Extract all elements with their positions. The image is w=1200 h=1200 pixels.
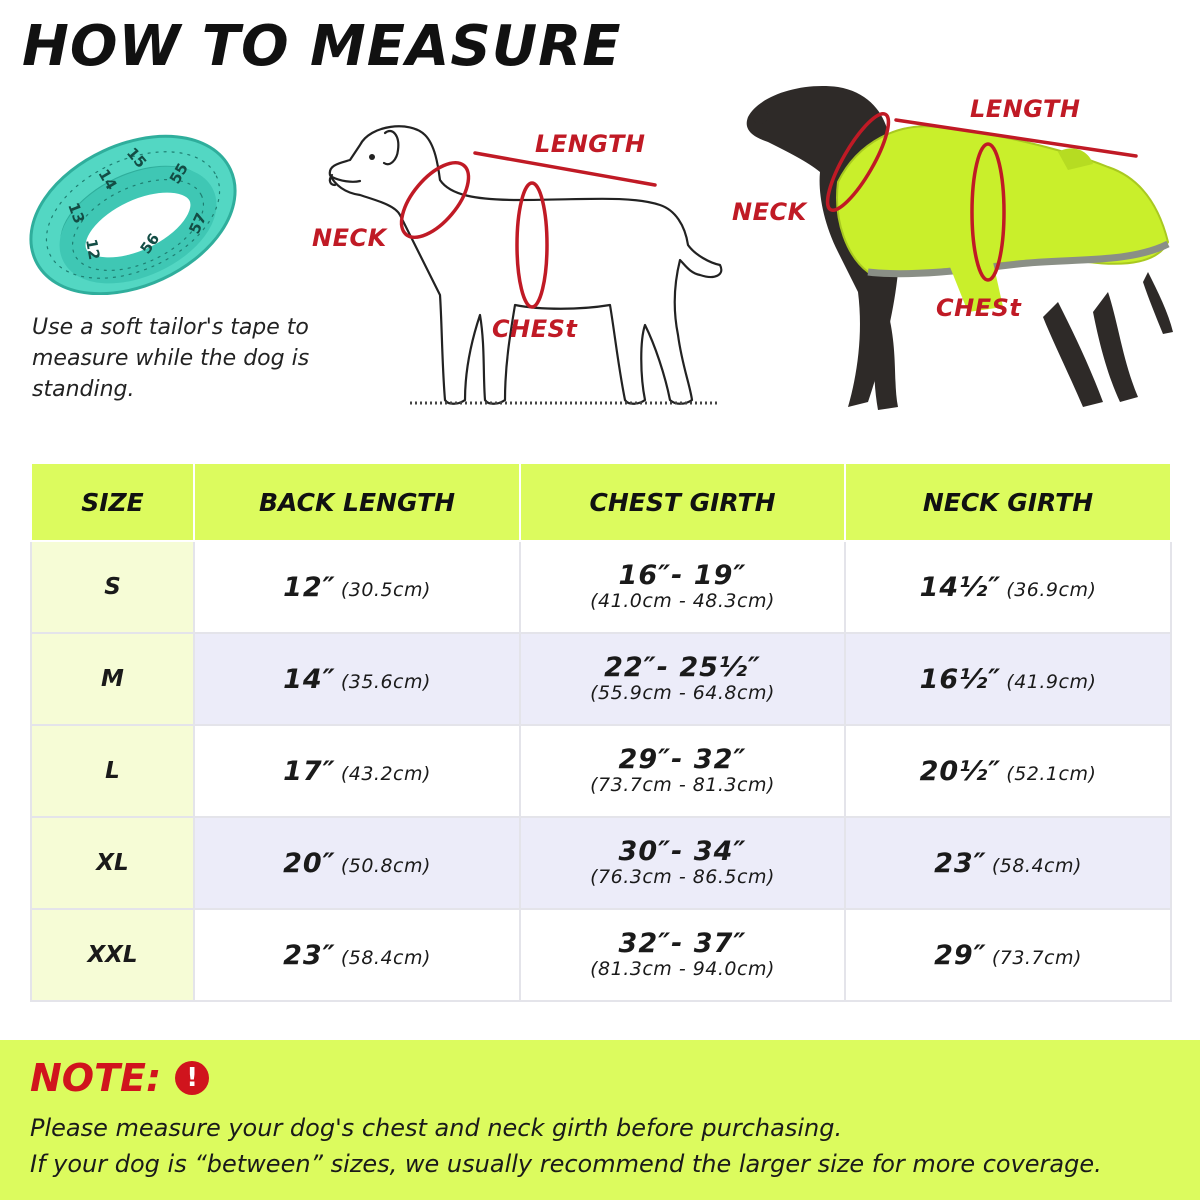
table-row	[31, 817, 1171, 909]
table-row	[31, 541, 1171, 633]
neck-girth-cm: (73.7cm)	[991, 946, 1082, 969]
chest-girth-cell	[520, 633, 845, 725]
tape-number: 12	[82, 237, 104, 262]
header-neck-girth: NECK GIRTH	[845, 463, 1171, 541]
back-length-cm: (58.4cm)	[340, 946, 431, 969]
chest-girth-cm: (76.3cm - 86.5cm)	[590, 866, 775, 888]
neck-girth-cm: (58.4cm)	[991, 854, 1082, 877]
tape-number: 14	[94, 166, 121, 194]
back-length-inches: 12″	[283, 571, 336, 603]
table-row	[31, 909, 1171, 1001]
note-line-1: Please measure your dog's chest and neck girth before purchasing.	[30, 1114, 843, 1142]
neck-girth-cell	[845, 909, 1171, 1001]
chest-girth-inches: 32″- 37″	[618, 928, 747, 959]
neck-girth-cell	[845, 541, 1171, 633]
table-header-row	[31, 463, 1171, 541]
chest-girth-cell	[520, 909, 845, 1001]
note-section	[0, 1040, 1200, 1200]
size-chart-table	[30, 462, 1172, 1002]
neck-girth-cm: (41.9cm)	[1006, 670, 1097, 693]
chest-girth-inches: 30″- 34″	[618, 836, 747, 867]
neck-girth-inches: 20½″	[919, 755, 1002, 787]
back-length-cell	[194, 633, 520, 725]
neck-girth-cm: (36.9cm)	[1006, 578, 1097, 601]
tape-number: 13	[64, 200, 89, 226]
chest-girth-cm: (55.9cm - 64.8cm)	[590, 682, 775, 704]
chest-girth-cm: (41.0cm - 48.3cm)	[590, 590, 775, 612]
chest-girth-inches: 22″- 25½″	[604, 652, 761, 683]
dog-raincoat-photo	[728, 72, 1188, 432]
neck-label: NECK	[312, 224, 387, 252]
tape-number: 56	[136, 229, 164, 258]
note-heading	[30, 1056, 209, 1100]
back-length-cell	[194, 817, 520, 909]
length-label: LENGTH	[535, 130, 646, 158]
neck-label-photo: NECK	[732, 198, 807, 226]
chest-girth-inches: 29″- 32″	[618, 744, 747, 775]
tape-number: 57	[185, 210, 211, 237]
chest-girth-cell	[520, 817, 845, 909]
back-length-cell	[194, 909, 520, 1001]
chest-girth-cm: (81.3cm - 94.0cm)	[590, 958, 775, 980]
back-length-cm: (50.8cm)	[340, 854, 431, 877]
chest-girth-inches: 16″- 19″	[618, 560, 747, 591]
header-chest-girth: CHEST GIRTH	[520, 463, 845, 541]
neck-girth-cell	[845, 817, 1171, 909]
back-length-cm: (43.2cm)	[340, 762, 431, 785]
neck-girth-inches: 23″	[934, 847, 987, 879]
back-length-inches: 23″	[283, 939, 336, 971]
neck-girth-inches: 16½″	[919, 663, 1002, 695]
neck-girth-cm: (52.1cm)	[1006, 762, 1097, 785]
table-row	[31, 725, 1171, 817]
neck-girth-inches: 29″	[934, 939, 987, 971]
back-length-cell	[194, 725, 520, 817]
length-label-photo: LENGTH	[970, 95, 1081, 123]
size-cell: XL	[31, 817, 194, 909]
chest-label: CHESt	[492, 315, 578, 343]
back-length-inches: 20″	[283, 847, 336, 879]
back-length-inches: 14″	[283, 663, 336, 695]
back-length-cm: (30.5cm)	[340, 578, 431, 601]
size-cell: S	[31, 541, 194, 633]
neck-girth-cell	[845, 633, 1171, 725]
back-length-cell	[194, 541, 520, 633]
back-length-inches: 17″	[283, 755, 336, 787]
dog-outline-diagram	[300, 105, 740, 425]
exclamation-alert-icon: !	[175, 1061, 209, 1095]
neck-girth-inches: 14½″	[919, 571, 1002, 603]
neck-girth-cell	[845, 725, 1171, 817]
tape-number: 15	[122, 144, 151, 172]
size-cell: M	[31, 633, 194, 725]
back-length-cm: (35.6cm)	[340, 670, 431, 693]
note-heading-text: NOTE:	[30, 1056, 162, 1100]
measuring-tape-image	[28, 115, 238, 295]
chest-girth-cell	[520, 725, 845, 817]
size-cell: XXL	[31, 909, 194, 1001]
header-size: SIZE	[31, 463, 194, 541]
table-row	[31, 633, 1171, 725]
note-line-2: If your dog is “between” sizes, we usually recommend the larger size for more coverage.	[30, 1150, 1102, 1178]
measuring-instruction: Use a soft tailor's tape to measure while the dog is standing.	[32, 315, 310, 402]
size-cell: L	[31, 725, 194, 817]
chest-girth-cell	[520, 541, 845, 633]
tape-number: 55	[165, 159, 192, 187]
chest-girth-cm: (73.7cm - 81.3cm)	[590, 774, 775, 796]
page-title: HOW TO MEASURE	[22, 14, 622, 79]
chest-label-photo: CHESt	[936, 294, 1022, 322]
header-back-length: BACK LENGTH	[194, 463, 520, 541]
